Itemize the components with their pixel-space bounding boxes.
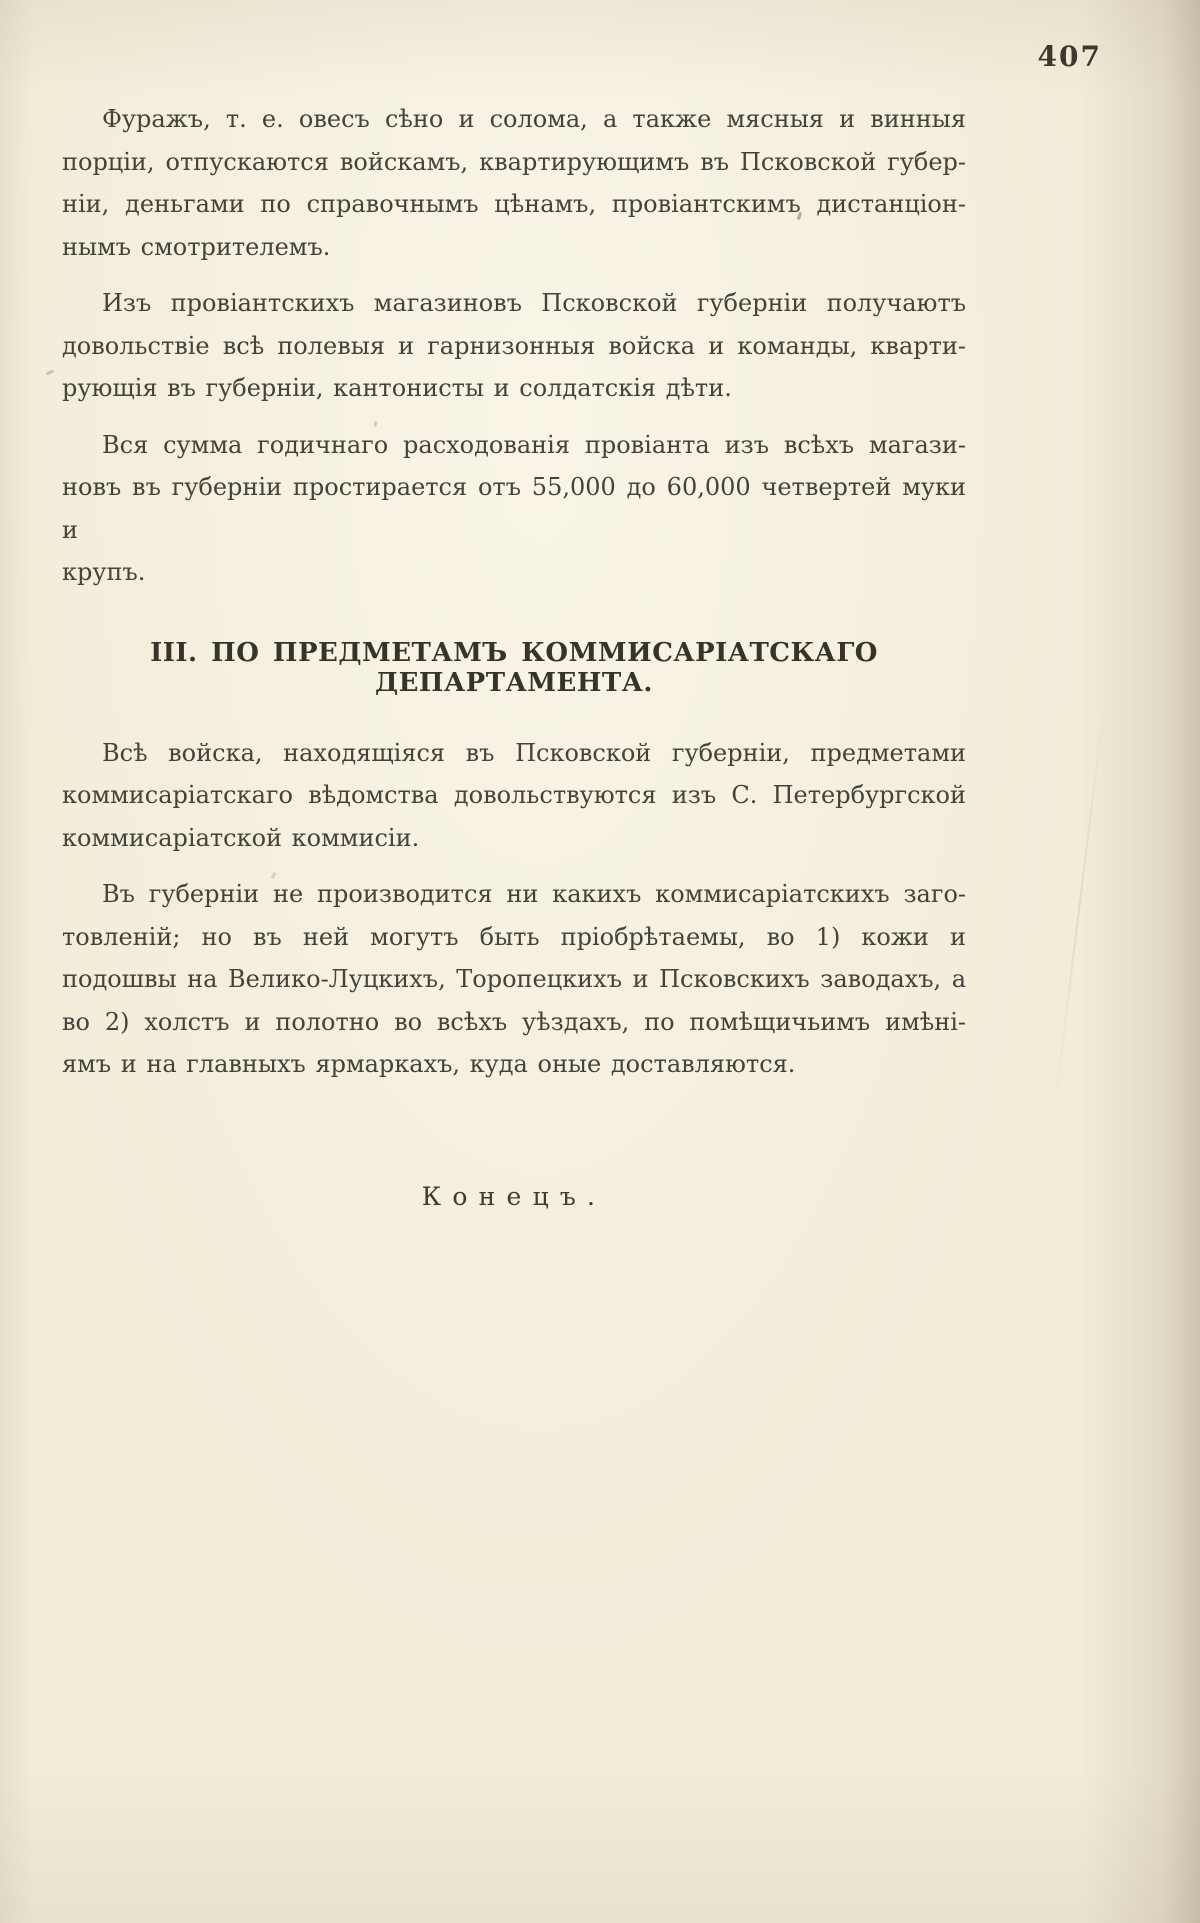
text-line: коммисаріатской коммисіи. [62,823,420,852]
paragraph [62,424,966,594]
text-line: товленій; но въ ней могутъ быть пріобрѣтаемы, во 1) кожи и [62,922,966,951]
text-line: Всѣ войска, находящіяся въ Псковской губерніи, предметами [102,738,966,767]
text-line: Вся сумма годичнаго расходованія провіанта изъ всѣхъ магази- [102,430,966,459]
text-line: рующія въ губерніи, кантонисты и солдатскія дѣти. [62,374,732,402]
paper-crease [1052,701,1105,1118]
text-line: Фуражъ, т. е. овесъ сѣно и солома, а также мясныя и винныя [102,105,966,133]
text-line: нымъ смотрителемъ. [62,232,331,261]
text-line: во 2) холстъ и полотно во всѣхъ уѣздахъ, по помѣщичьимъ имѣні- [62,1007,966,1036]
text-line: довольствіе всѣ полевыя и гарнизонныя войска и команды, кварти- [62,331,966,360]
section-heading: III. ПО ПРЕДМЕТАМЪ КОММИСАРІАТСКАГО ДЕПАРТАМЕНТА. [150,637,878,698]
section-provisions-paragraphs [62,98,966,594]
text-line: Въ губерніи не производится ни какихъ коммисаріатскихъ заго- [102,880,966,908]
paragraph [62,873,966,1086]
page-number: 407 [1037,40,1102,73]
text-line: крупъ. [62,558,146,586]
text-line: ямъ и на главныхъ ярмаркахъ, куда оные доставляются. [62,1050,796,1078]
text-line: порціи, отпускаются войскамъ, квартирующимъ въ Псковской губер- [62,147,966,176]
paragraph [62,98,966,268]
paper-speck [46,369,55,375]
text-line: коммисаріатскаго вѣдомства довольствуются изъ С. Петербургской [62,781,966,809]
text-line: ніи, деньгами по справочнымъ цѣнамъ, провіантскимъ дистанціон- [62,190,966,218]
end-label: Конецъ. [421,1181,607,1211]
text-line: Изъ провіантскихъ магазиновъ Псковской губерніи получаютъ [102,289,966,317]
text-line: подошвы на Велико-Луцкихъ, Торопецкихъ и Псковскихъ заводахъ, а [62,965,966,993]
section-commissariat-paragraphs [62,732,966,1086]
text-block [62,98,966,1211]
text-line: новъ въ губерніи простирается отъ 55,000 до 60,000 четвертей муки и [62,473,966,544]
paragraph [62,282,966,410]
paragraph [62,732,966,860]
